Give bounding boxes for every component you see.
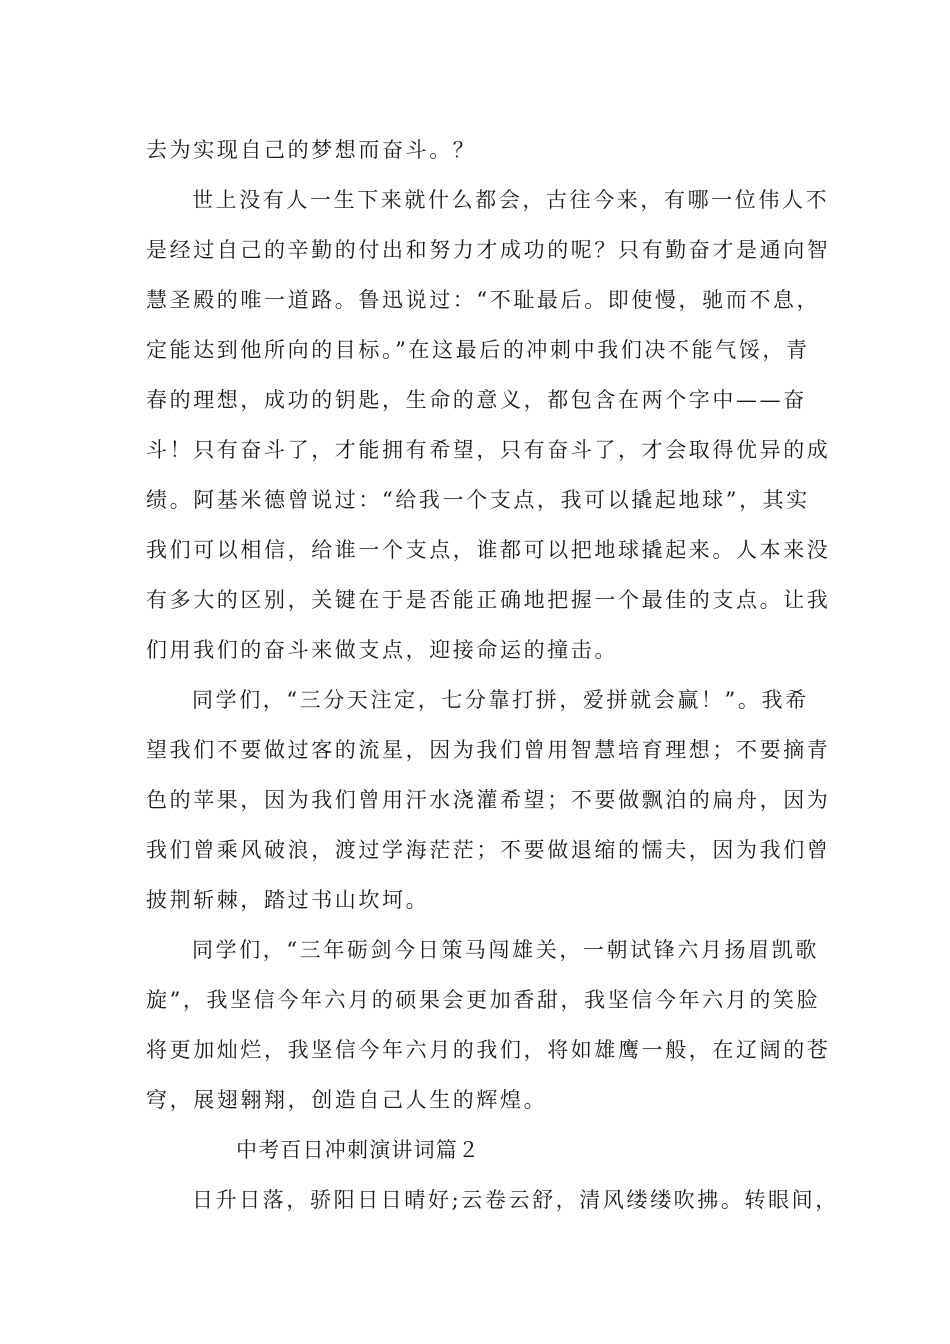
section-heading: 中考百日冲刺演讲词篇２: [236, 1138, 481, 1162]
text-line: 我们曾乘风破浪，渡过学海茫茫；不要做退缩的懦夫，因为我们曾: [146, 838, 831, 862]
text-line: 斗！只有奋斗了，才能拥有希望，只有奋斗了，才会取得优异的成: [146, 438, 831, 462]
paragraph-start-line: 同学们，“三分天注定，七分靠打拼，爱拼就会赢！”。我希: [192, 688, 809, 712]
text-line: 望我们不要做过客的流星，因为我们曾用智慧培育理想；不要摘青: [146, 738, 831, 762]
text-line: 去为实现自己的梦想而奋斗。？: [146, 138, 477, 162]
text-line: 色的苹果，因为我们曾用汗水浇灌希望；不要做飘泊的扁舟，因为: [146, 788, 831, 812]
paragraph-start-line: 世上没有人一生下来就什么都会，古往今来，有哪一位伟人不: [192, 188, 830, 212]
text-line: 们用我们的奋斗来做支点，迎接命运的撞击。: [146, 638, 618, 662]
text-line: 慧圣殿的唯一道路。鲁迅说过：“不耻最后。即使慢，驰而不息，: [146, 288, 821, 312]
text-line: 我们可以相信，给谁一个支点，谁都可以把地球撬起来。人本来没: [146, 538, 831, 562]
text-line: 有多大的区别，关键在于是否能正确地把握一个最佳的支点。让我: [146, 588, 831, 612]
text-line: 披荆斩棘，踏过书山坎坷。: [146, 888, 430, 912]
text-line: 旋”，我坚信今年六月的硕果会更加香甜，我坚信今年六月的笑脸: [146, 988, 821, 1012]
text-line: 定能达到他所向的目标。”在这最后的冲刺中我们决不能气馁，青: [146, 338, 810, 362]
paragraph-start-line: 日升日落，骄阳日日晴好;云卷云舒，清风缕缕吹拂。转眼间，: [192, 1188, 839, 1212]
paragraph-start-line: 同学们，“三年砺剑今日策马闯雄关，一朝试锋六月扬眉凯歌: [192, 938, 819, 962]
text-line: 春的理想，成功的钥匙，生命的意义，都包含在两个字中——奋: [146, 388, 807, 412]
text-line: 是经过自己的辛勤的付出和努力才成功的呢？只有勤奋才是通向智: [146, 238, 831, 262]
text-line: 将更加灿烂，我坚信今年六月的我们，将如雄鹰一般，在辽阔的苍: [146, 1038, 831, 1062]
text-line: 穹，展翅翱翔，创造自己人生的辉煌。: [146, 1088, 548, 1112]
text-line: 绩。阿基米德曾说过：“给我一个支点，我可以撬起地球”，其实: [146, 488, 810, 512]
